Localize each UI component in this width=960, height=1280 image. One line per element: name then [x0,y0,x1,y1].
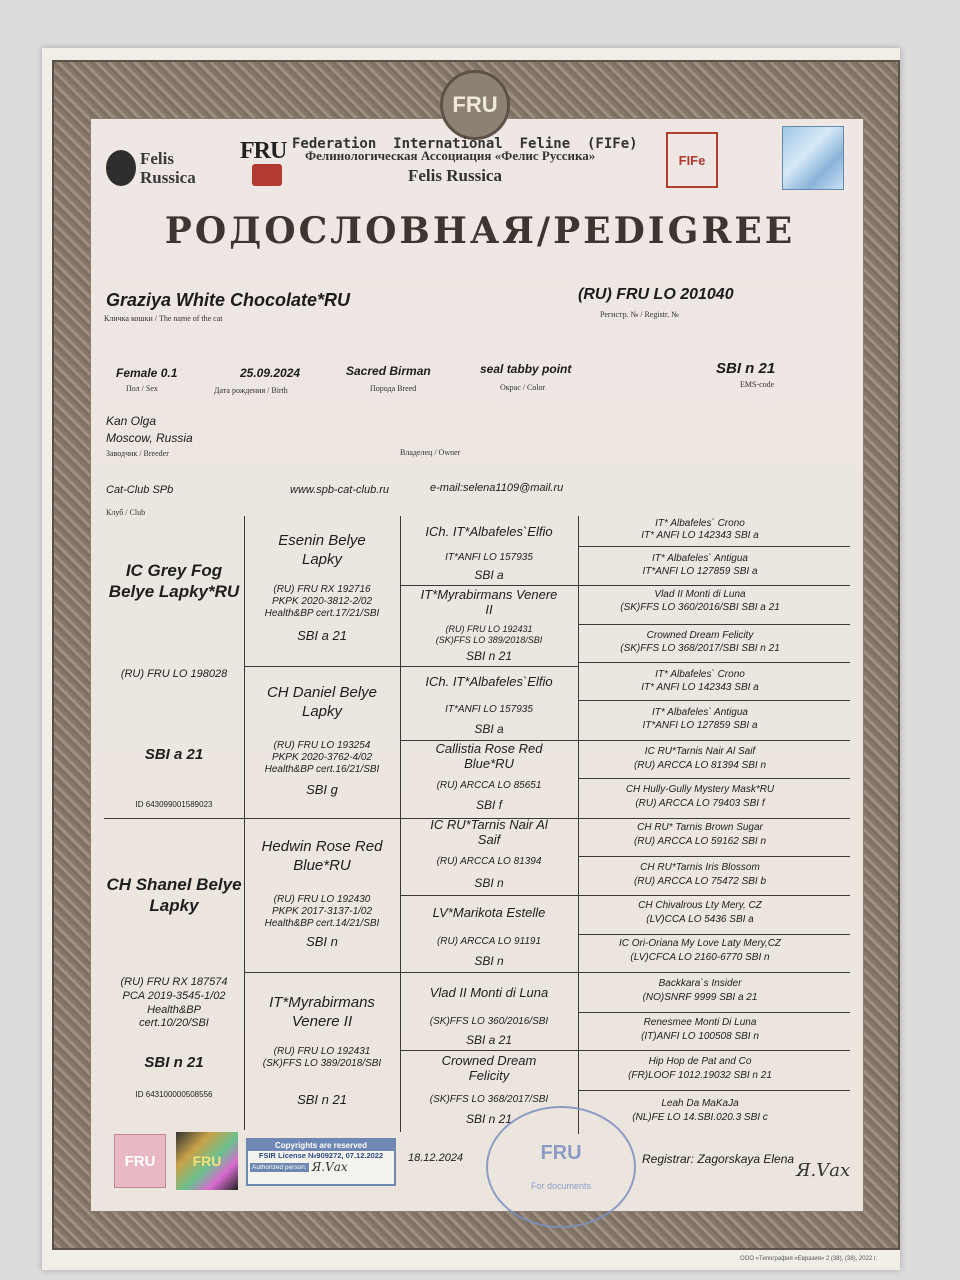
fru-mark: FRU [240,138,287,164]
gen4-name: Renesmee Monti Di Luna [643,1017,757,1028]
gen3-reg: (RU) ARCCA LO 81394 [436,856,542,867]
sire-name: IC Grey Fog Belye Lapky*RU [108,561,240,602]
grid-line [104,818,400,819]
dam-name: CH Shanel Belye Lapky [106,875,242,916]
copyright-text: Copyrights are reserved [248,1140,394,1151]
gen4-reg: (LV)CCA LO 5436 SBI a [646,914,754,925]
gen2-name: IT*Myrabirmans Venere II [269,994,375,1030]
gen4-reg: (RU) ARCCA LO 75472 SBI b [633,876,767,887]
cat-name-label: Кличка кошки / The name of the cat [104,314,223,323]
club-label: Клуб / Club [106,508,146,517]
grid-line [578,1090,850,1091]
felis-russica-logo: Felis Russica [140,149,196,187]
breed-label: Порода Breed [370,384,417,393]
gen4-name: CH RU* Tarnis Brown Sugar [637,822,763,833]
stamp-text: FRU [540,1142,582,1164]
gen3-ems: SBI a 21 [465,1033,513,1047]
gen3-ems: SBI f [475,798,502,812]
gen3-reg: (RU) FRU LO 192431 (SK)FFS LO 389/2018/SBI [435,624,543,645]
gen4-reg: (RU) ARCCA LO 81394 SBI n [633,760,767,771]
color-value: seal tabby point [480,362,572,376]
breeder-city: Moscow, Russia [106,431,193,445]
grid-line [244,516,245,1130]
breeder-label: Заводчик / Breeder [106,449,169,458]
license-text: FSIR License №909272, 07.12.2022 [258,1151,384,1160]
gen4-reg: (NL)FE LO 14.SBI.020.3 SBI c [632,1112,768,1123]
document-title: РОДОСЛОВНАЯ/PEDIGREE [164,210,796,252]
grid-line [578,895,850,896]
grid-line [400,666,578,667]
sex-value: Female 0.1 [116,366,178,380]
gen3-reg: (SK)FFS LO 368/2017/SBI [429,1094,549,1105]
official-stamp [486,1106,636,1228]
grid-line [578,1050,850,1051]
sire-id: ID 643099001589023 [135,800,213,809]
sire-ems: SBI a 21 [144,746,204,763]
fru-mark-accent [252,164,282,186]
gen3-name: IC RU*Tarnis Nair Al Saif [430,817,548,847]
grid-line [578,818,850,819]
breed-value: Sacred Birman [346,364,431,378]
grid-line [578,516,579,1134]
authorized-label: Authorized person: [252,1163,307,1171]
gen4-reg: IT* ANFI LO 142343 SBI a [641,530,759,541]
gen4-name: IT* Albafeles` Crono [655,518,745,529]
gen4-name: IC Ori-Oriana My Love Laty Mery,CZ [618,938,782,949]
gen4-name: IT* Albafeles` Crono [655,669,745,680]
grid-line [578,546,850,547]
gen3-reg: (RU) ARCCA LO 85651 [436,780,542,791]
issue-date: 18.12.2024 [408,1152,464,1164]
gen3-ems: SBI n 21 [465,649,513,663]
color-label: Окрас / Color [500,383,546,392]
gen4-name: Leah Da MaKaJa [661,1098,739,1109]
gen3-ems: SBI a [474,568,504,582]
grid-line [400,516,401,1132]
stamp-caption: For documents [530,1181,592,1191]
gen4-reg: IT*ANFI LO 127859 SBI a [642,720,758,731]
gen2-reg: (RU) FRU LO 192430 PKPK 2017-3137-1/02 Health&BP cert.14/21/SBI [264,894,380,929]
gen4-name: Crowned Dream Felicity [646,630,754,641]
grid-line [578,778,850,779]
dam-reg: (RU) FRU RX 187574 PCA 2019-3545-1/02 Health&BP cert.10/20/SBI [120,976,228,1030]
gen4-reg: (IT)ANFI LO 100508 SBI n [641,1031,759,1042]
sex-label: Пол / Sex [126,384,158,393]
grid-line [578,585,850,586]
birth-label: Дата рождения / Birth [214,386,288,395]
gen2-ems: SBI n 21 [297,1092,347,1107]
grid-line [578,934,850,935]
gen3-name: Crowned Dream Felicity [441,1053,537,1083]
grid-line [400,895,578,896]
gen3-name: ICh. IT*Albafeles`Elfio [425,674,553,689]
club-email: e-mail:selena1109@mail.ru [430,482,564,494]
breeder-name: Kan Olga [106,414,157,428]
gen3-ems: SBI a [474,722,504,736]
gen2-ems: SBI g [306,782,338,797]
gen2-name: Hedwin Rose Red Blue*RU [261,838,383,874]
birth-date: 25.09.2024 [240,366,301,380]
printer-credit: ООО «Типография «Евразия» 2 (38), (38), 2022 г. [740,1256,878,1262]
fife-line: Federation International Feline (FIFe) [292,136,638,152]
gen3-name: Callistia Rose Red Blue*RU [435,741,543,771]
grid-line [578,740,850,741]
gen2-reg: (RU) FRU LO 192431 (SK)FFS LO 389/2018/SBI [262,1046,382,1069]
dam-id: ID 643100000508556 [135,1090,213,1099]
cat-name: Graziya White Chocolate*RU [106,290,351,310]
fife-logo-text: FIFe [678,152,706,168]
gen3-ems: SBI n 21 [465,1112,513,1126]
gen4-reg: (LV)CFCA LO 2160-6770 SBI n [630,952,770,963]
grid-line [578,700,850,701]
gen2-reg: (RU) FRU RX 192716 PKPK 2020-3812-2/02 Health&BP cert.17/21/SBI [264,584,380,619]
gen4-reg: (FR)LOOF 1012.19032 SBI n 21 [628,1070,772,1081]
authorized-signature: Я.Vах [311,1160,348,1174]
gen2-name: Esenin Belye Lapky [278,532,366,568]
gen3-ems: SBI n [474,954,504,968]
gen4-name: Hip Hop de Pat and Co [648,1056,752,1067]
gen4-reg: (NO)SNRF 9999 SBI a 21 [642,992,758,1003]
gen4-name: CH Hully-Gully Mystery Mask*RU [625,784,775,795]
registration-label: Регистр. № / Registr. № [600,310,679,319]
grid-line [400,972,578,973]
felis-russica-name: Felis Russica [408,166,502,185]
club-name: Cat-Club SPb [106,484,174,496]
gen4-name: Vlad II Monti di Luna [654,589,746,600]
gen4-name: IT* Albafeles` Antigua [652,553,748,564]
grid-line [244,972,400,973]
gen4-reg: (SK)FFS LO 360/2016/SBI SBI a 21 [620,602,780,613]
registrar-signature: Я.Vах [796,1160,851,1181]
gen4-name: CH RU*Tarnis Iris Blossom [640,862,760,873]
ems-label: EMS-code [740,380,775,389]
gen3-reg: IT*ANFI LO 157935 [445,552,533,563]
ems-code: SBI n 21 [716,360,776,377]
grid-line [400,1050,578,1051]
registration-number: (RU) FRU LO 201040 [578,286,734,303]
gen4-reg: (RU) ARCCA LO 59162 SBI n [633,836,767,847]
fru-badge [114,1134,166,1188]
owner-label: Владелец / Owner [400,448,461,457]
license-box [246,1138,396,1186]
gen3-ems: SBI n [474,876,504,890]
gen4-name: CH Chivalrous Lty Mery, CZ [638,900,762,911]
fru-russian-line: Фелинологическая Ассоциация «Фелис Руссика» [305,148,596,163]
gen4-reg: (RU) ARCCA LO 79403 SBI f [635,798,765,809]
gen3-reg: IT*ANFI LO 157935 [445,704,533,715]
gen4-reg: IT*ANFI LO 127859 SBI a [642,566,758,577]
sire-reg: (RU) FRU LO 198028 [120,668,228,680]
gen3-name: ICh. IT*Albafeles`Elfio [425,524,553,539]
grid-line [578,1012,850,1013]
registrar: Registrar: Zagorskaya Elena [642,1152,795,1166]
gen3-reg: (SK)FFS LO 360/2016/SBI [429,1016,549,1027]
fife-logo [666,132,718,188]
gen4-name: IC RU*Tarnis Nair Al Saif [644,746,756,757]
holographic-seal-text: FRU [192,1153,222,1169]
gen4-reg: IT* ANFI LO 142343 SBI a [641,682,759,693]
gen4-reg: (SK)FFS LO 368/2017/SBI SBI n 21 [620,643,780,654]
holographic-seal [176,1132,238,1190]
fru-badge-text: FRU [124,1152,156,1170]
gen3-name: LV*Marikota Estelle [432,905,546,920]
hologram-sticker [782,126,844,190]
cat-logo-icon [106,150,136,186]
grid-line [578,856,850,857]
grid-line [400,585,578,586]
gen4-name: IT* Albafeles` Antigua [652,707,748,718]
fru-medallion [440,70,510,140]
grid-line [578,662,850,663]
gen3-name: Vlad II Monti di Luna [429,985,549,1000]
dam-ems: SBI n 21 [144,1054,204,1071]
gen2-reg: (RU) FRU LO 193254 PKPK 2020-3762-4/02 Health&BP cert.16/21/SBI [264,740,380,775]
fru-medallion-text: FRU [452,92,498,117]
grid-line [578,972,850,973]
gen2-ems: SBI n [306,934,338,949]
gen2-ems: SBI a 21 [297,628,347,643]
gen3-name: IT*Myrabirmans Venere II [420,587,558,617]
gen4-name: Backkara`s Insider [658,978,742,989]
gen3-reg: (RU) ARCCA LO 91191 [436,936,542,947]
grid-line [578,624,850,625]
gen2-name: CH Daniel Belye Lapky [266,684,378,720]
club-website: www.spb-cat-club.ru [290,484,390,496]
grid-line [244,666,400,667]
